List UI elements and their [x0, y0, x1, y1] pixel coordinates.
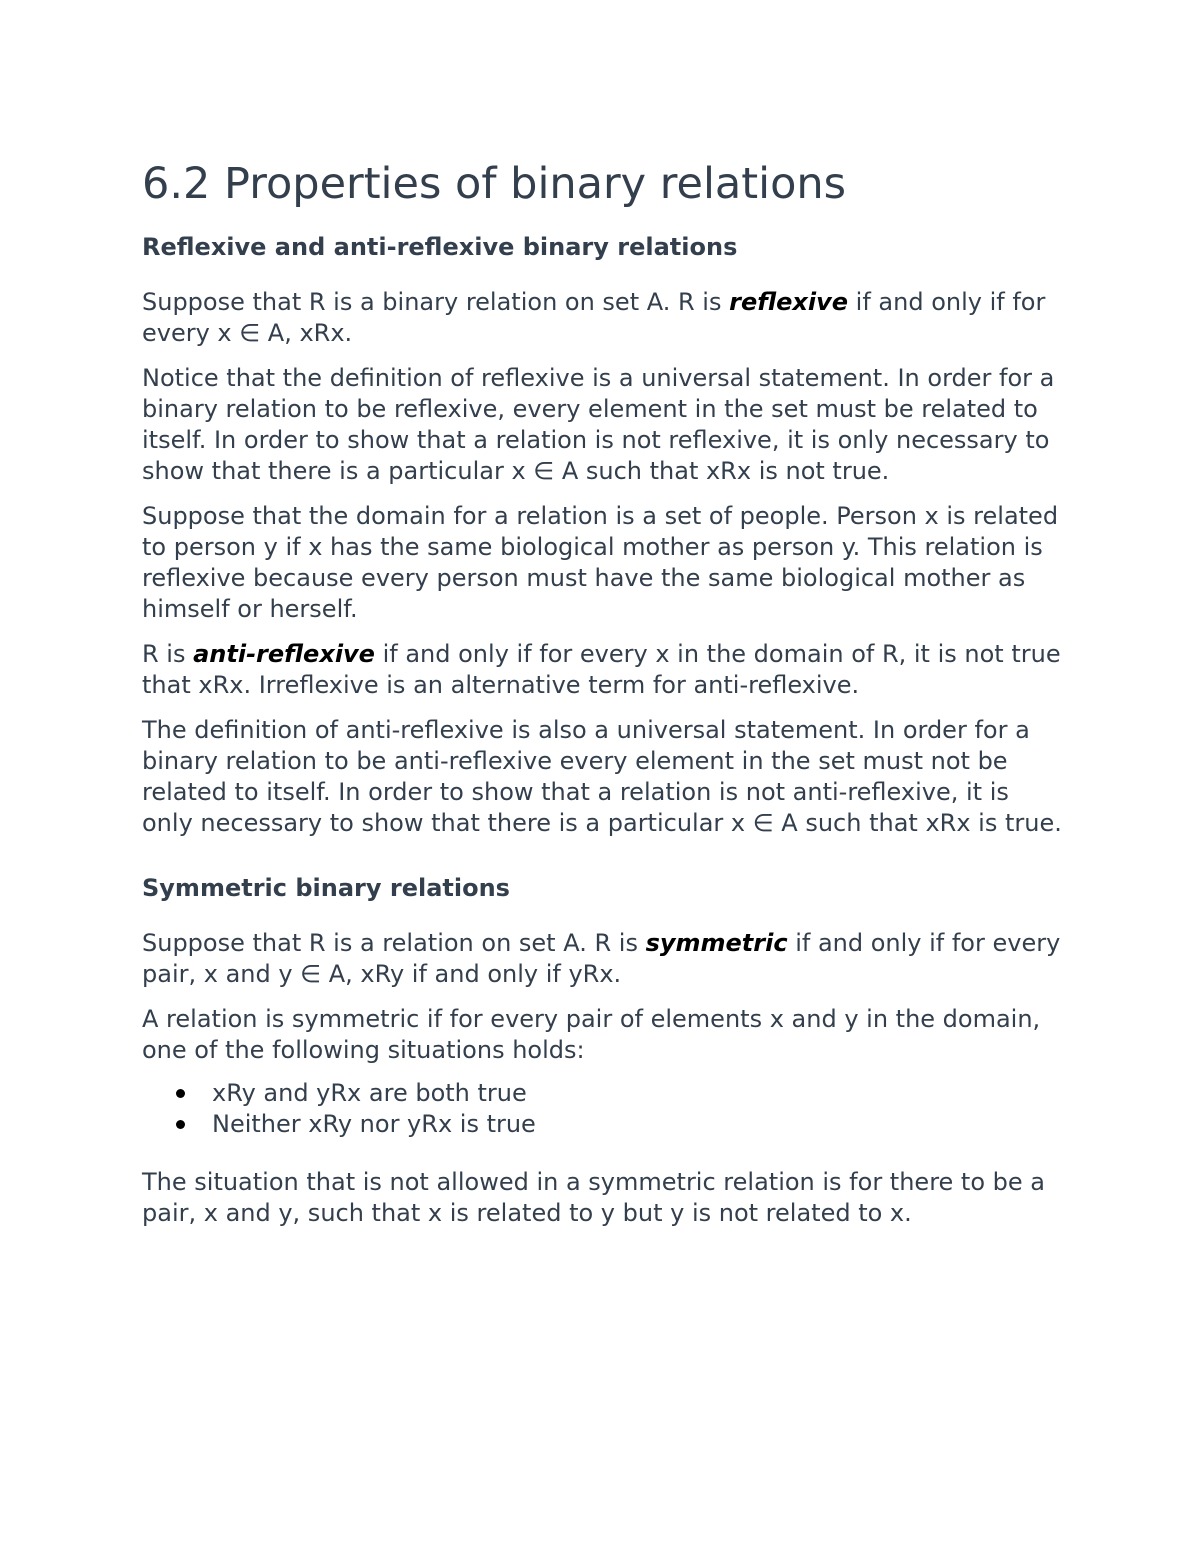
list-item-text: Neither xRy nor yRx is true [212, 1110, 536, 1138]
text-span: Suppose that R is a binary relation on set A. R is [142, 288, 730, 316]
section-symmetric [142, 873, 1062, 1229]
list-item-text: xRy and yRx are both true [212, 1079, 527, 1107]
document-page [142, 158, 1062, 1243]
term-reflexive: reflexive [729, 288, 849, 316]
section-heading-symmetric: Symmetric binary relations [142, 874, 510, 902]
text-span: if and only if for every pair, x and y ∈ A, xRy if and only if yRx. [142, 929, 1061, 988]
paragraph-reflexive-definition [142, 287, 1062, 349]
paragraph-symmetric-definition [142, 928, 1062, 990]
bullet-dot-icon [176, 1120, 185, 1129]
paragraph-symmetric-situations: A relation is symmetric if for every pair of elements x and y in the domain, one of the following situations holds: [142, 1005, 1041, 1064]
bullet-dot-icon [176, 1089, 185, 1098]
text-span: if and only if for every x ∈ A, xRx. [142, 288, 1046, 347]
list-item [142, 1078, 1062, 1109]
paragraph-anti-reflexive-universal: The definition of anti-reflexive is also a universal statement. In order for a binary relation to be anti-reflexive every element in the set must not be related to itself. In order to show that a relation is not anti-reflexive, it is only necessary to show that there is a particular x ∈ A such that xRx is true. [142, 716, 1062, 837]
term-anti-reflexive: anti-reflexive [193, 640, 375, 668]
section-reflexive [142, 232, 1062, 839]
page-title: 6.2 Properties of binary relations [142, 159, 847, 209]
paragraph-reflexive-example: Suppose that the domain for a relation is a set of people. Person x is related to person y if x has the same biological mother as person y. This relation is reflexive because every person must have the same biological mother as himself or herself. [142, 502, 1059, 623]
section-heading-reflexive: Reflexive and anti-reflexive binary relations [142, 233, 738, 261]
paragraph-anti-reflexive-definition [142, 639, 1062, 701]
paragraph-reflexive-universal: Notice that the definition of reflexive is a universal statement. In order for a binary relation to be reflexive, every element in the set must be related to itself. In order to show that a relation is not reflexive, it is only necessary to show that there is a particular x ∈ A such that xRx is not true. [142, 364, 1055, 485]
term-symmetric: symmetric [645, 929, 788, 957]
paragraph-symmetric-not-allowed: The situation that is not allowed in a symmetric relation is for there to be a pair, x and y, such that x is related to y but y is not related to x. [142, 1168, 1045, 1227]
text-span: R is [142, 640, 194, 668]
text-span: if and only if for every x in the domain of R, it is not true that xRx. Irreflexive is an alternative term for anti-reflexive. [142, 640, 1061, 699]
text-span: Suppose that R is a relation on set A. R is [142, 929, 646, 957]
bullet-list [142, 1078, 1062, 1140]
list-item [142, 1109, 1062, 1140]
